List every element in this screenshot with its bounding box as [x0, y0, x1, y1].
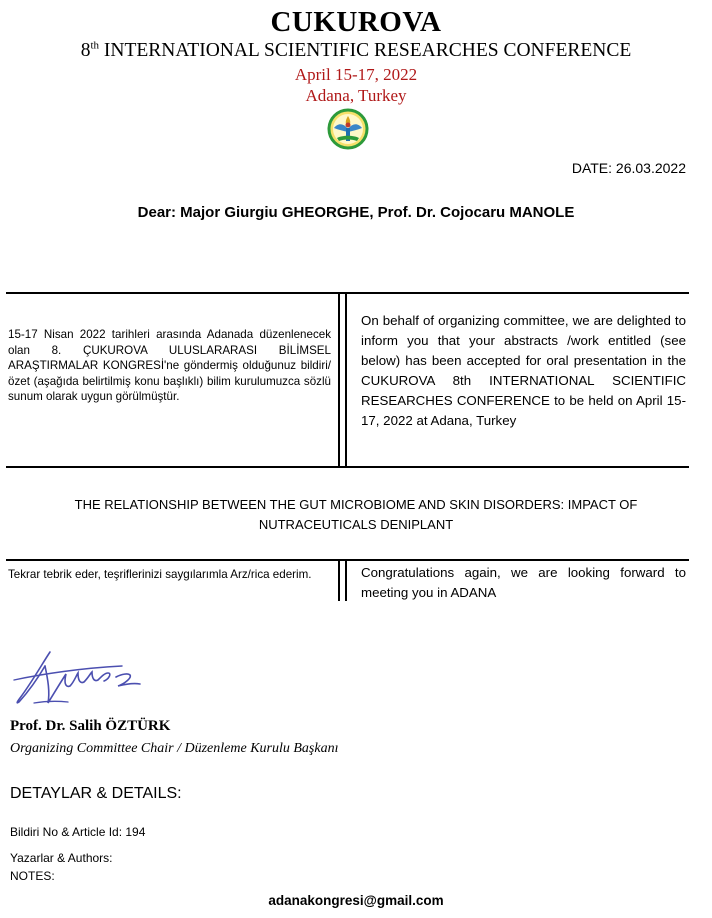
acceptance-text-english: On behalf of organizing committee, we are delighted to inform you that your abstracts /work entitled (see below) has been accepted for oral presentation in the CUKUROVA 8th INTERNATIONAL SCIENTIFIC RESEARCHES CONFERENCE to be held on April 15-17, 2022 at Adana, Turkey — [361, 313, 686, 429]
notes-label: NOTES: — [10, 869, 55, 883]
conference-title: CUKUROVA — [270, 6, 442, 38]
signer-role: Organizing Committee Chair / Düzenleme Kurulu Başkanı — [10, 741, 339, 756]
acceptance-box-top-border — [6, 292, 689, 294]
conference-emblem-icon — [327, 108, 369, 150]
acceptance-text-turkish: 15-17 Nisan 2022 tarihleri arasında Adanada düzenlenecek olan 8. ÇUKUROVA ULUSLARARASI BİLİMSEL ARAŞTIRMALAR KONGRESİ'ne göndermiş olduğunuz bildiri/özet (aşağıda belirtilmiş konu başlıklı) bilim kurulumuzca sözlü sunum olarak uygun görülmüştür. — [8, 328, 331, 404]
conference-dates: April 15-17, 2022 — [294, 65, 418, 84]
acceptance-box-bottom-border — [6, 466, 689, 468]
closing-text-english: Congratulations again, we are looking forward to meeting you in ADANA — [361, 565, 686, 601]
signer-name: Prof. Dr. Salih ÖZTÜRK — [10, 718, 171, 734]
conference-subtitle — [0, 40, 712, 62]
conference-ordinal-suffix: th — [90, 39, 99, 52]
article-id: Bildiri No & Article Id: 194 — [10, 825, 146, 839]
contact-email[interactable]: adanakongresi@gmail.com — [268, 893, 444, 908]
letter-date: DATE: 26.03.2022 — [571, 160, 686, 176]
closing-box-divider-right — [345, 559, 347, 601]
closing-text-turkish: Tekrar tebrik eder, teşriflerinizi saygılarımla Arz/rica ederim. — [8, 568, 312, 581]
conference-location: Adana, Turkey — [305, 86, 407, 105]
details-heading: DETAYLAR & DETAILS: — [10, 785, 182, 802]
acceptance-box-divider-right — [345, 292, 347, 468]
authors-label: Yazarlar & Authors: — [10, 851, 113, 865]
salutation: Dear: Major Giurgiu GHEORGHE, Prof. Dr. Cojocaru MANOLE — [137, 204, 575, 221]
closing-box-top-border — [6, 559, 689, 561]
conference-name: INTERNATIONAL SCIENTIFIC RESEARCHES CONFERENCE — [99, 40, 632, 61]
paper-title: THE RELATIONSHIP BETWEEN THE GUT MICROBIOME AND SKIN DISORDERS: IMPACT OF NUTRACEUTICALS DENIPLANT — [74, 497, 638, 532]
handwritten-signature-icon — [12, 646, 144, 708]
acceptance-box-divider-left — [338, 292, 340, 468]
closing-box-divider-left — [338, 559, 340, 601]
conference-ordinal: 8 — [80, 40, 91, 61]
